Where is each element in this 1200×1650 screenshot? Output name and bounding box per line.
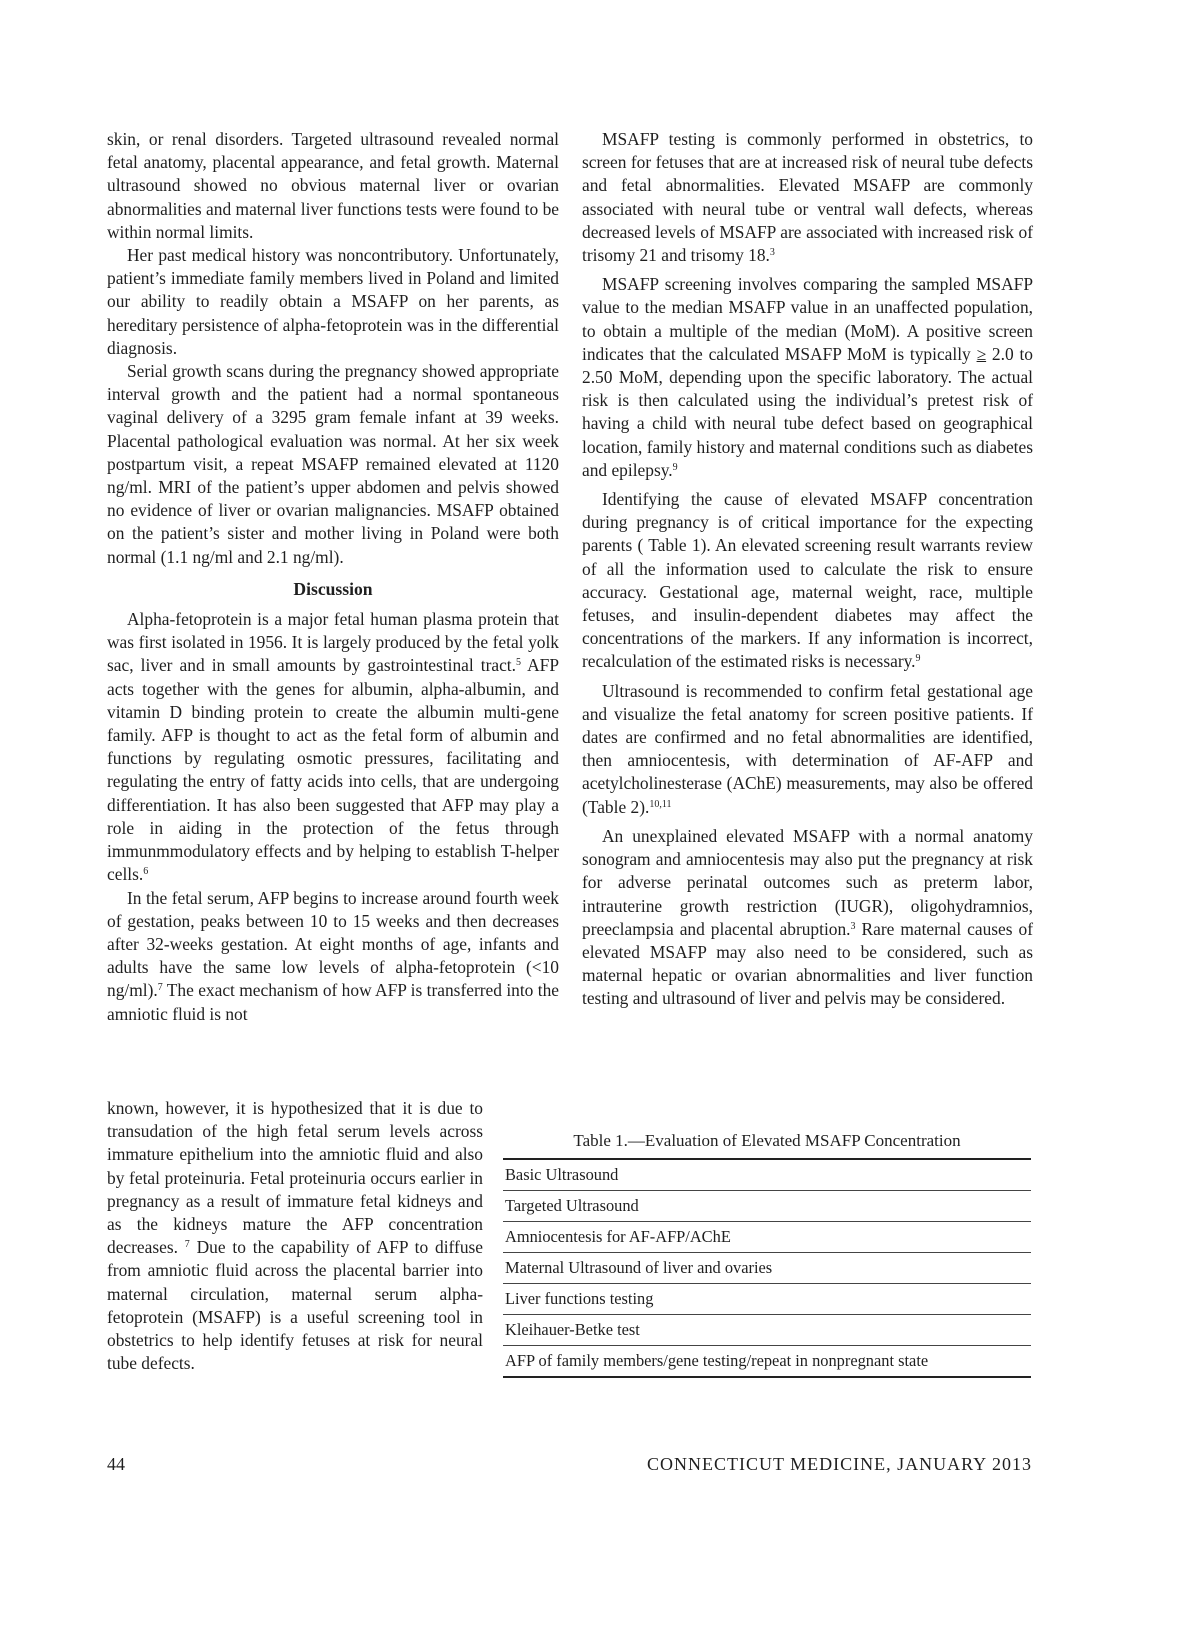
paragraph <box>582 825 1033 1011</box>
geq-symbol: ≥ <box>976 343 987 364</box>
text-run: The exact mechanism of how AFP is transferred into the amniotic fluid is not <box>107 980 559 1024</box>
table-row: Amniocentesis for AF-AFP/AChE <box>503 1222 1031 1253</box>
paragraph <box>582 680 1033 819</box>
text-run: Alpha-fetoprotein is a major fetal human plasma protein that was first isolated in 1956. It is largely produced by the fetal yolk sac, liver and in small amounts by gastrointestinal tract. <box>107 609 559 676</box>
paragraph <box>107 608 559 886</box>
text-run: In the fetal serum, AFP begins to increase around fourth week of gestation, peaks between 10 to 15 weeks and then decreases after 32-weeks gestation. At eight months of age, infants and adults have the same low levels of alpha-fetoprotein (<10 ng/ml). <box>107 887 559 1001</box>
reference-superscript: 6 <box>143 866 149 878</box>
table-row: Maternal Ultrasound of liver and ovaries <box>503 1253 1031 1284</box>
reference-superscript: 9 <box>672 461 678 473</box>
text-run: Rare maternal causes of elevated MSAFP may also need to be considered, such as maternal hepatic or ovarian abnormalities and liver function testing and ultrasound of liver and pelvis may be considered. <box>582 918 1033 1009</box>
table-row: Kleihauer-Betke test <box>503 1315 1031 1346</box>
reference-superscript: 3 <box>769 247 775 259</box>
table-row: Targeted Ultrasound <box>503 1191 1031 1222</box>
table-body <box>503 1158 1031 1378</box>
paragraph: Serial growth scans during the pregnancy showed appropriate interval growth and the patient had a normal spontaneous vaginal delivery of a 3295 gram female infant at 39 weeks. Placental pathological evaluation was normal. At her six week postpartum visit, a repeat MSAFP remained elevated at 1120 ng/ml. MRI of the patient’s upper abdomen and pelvis showed no evidence of liver or ovarian malignancies. MSAFP obtained on the patient’s sister and mother living in Poland were both normal (1.1 ng/ml and 2.1 ng/ml). <box>107 361 559 567</box>
table-row: Basic Ultrasound <box>503 1160 1031 1191</box>
paragraph <box>107 887 559 1026</box>
table-caption: Table 1.—Evaluation of Elevated MSAFP Concentration <box>573 1131 961 1150</box>
paragraph: Her past medical history was noncontributory. Unfortunately, patient’s immediate family members lived in Poland and limited our ability to readily obtain a MSAFP on her parents, as hereditary persistence of alpha-fetoprotein was in the differential diagnosis. <box>107 245 559 358</box>
page-number: 44 <box>107 1454 125 1474</box>
reference-superscript: 7 <box>157 982 163 994</box>
paragraph: skin, or renal disorders. Targeted ultrasound revealed normal fetal anatomy, placental appearance, and fetal growth. Maternal ultrasound showed no obvious maternal liver or ovarian abnormalities and maternal liver functions tests were found to be within normal limits. <box>107 129 559 242</box>
text-run: MSAFP screening involves comparing the sampled MSAFP value to the median MSAFP value in an unaffected population, to obtain a multiple of the median (MoM). A positive screen indicates that the calculated MSAFP MoM is typically <box>582 274 1033 364</box>
journal-footer: CONNECTICUT MEDICINE, JANUARY 2013 <box>647 1454 1032 1474</box>
paragraph <box>582 273 1033 482</box>
wrap-around-text <box>107 1097 483 1375</box>
text-run: Ultrasound is recommended to confirm fetal gestational age and visualize the fetal anatomy for screen positive patients. If dates are confirmed and no fetal abnormalities are identified, then amniocentesis, with determination of AF-AFP and acetylcholinesterase (AChE) measurements, may also be offered (Table 2). <box>582 680 1033 817</box>
section-heading: Discussion <box>293 578 373 599</box>
paragraph <box>107 1097 483 1375</box>
right-column <box>582 128 1033 1011</box>
reference-superscript: 9 <box>915 653 921 665</box>
table-row: Liver functions testing <box>503 1284 1031 1315</box>
table-1 <box>503 1130 1031 1378</box>
text-run: An unexplained elevated MSAFP with a normal anatomy sonogram and amniocentesis may also put the pregnancy at risk for adverse perinatal outcomes such as preterm labor, intrauterine growth restriction (IUGR), oligohydramnios, preeclampsia and placental abruption. <box>582 825 1033 939</box>
table-row: AFP of family members/gene testing/repeat in nonpregnant state <box>503 1346 1031 1378</box>
text-run: Due to the capability of AFP to diffuse from amniotic fluid across the placental barrier into maternal circulation, maternal serum alpha-fetoprotein (MSAFP) is a useful screening tool in obstetrics to help identify fetuses at risk for neural tube defects. <box>107 1237 483 1374</box>
text-run: AFP acts together with the genes for albumin, alpha-albumin, and vitamin D binding protein to create the albumin multi-gene family. AFP is thought to act as the fetal form of albumin and functions by regulating osmotic pressures, facilitating and regulating the entry of fatty acids into cells, that are undergoing differentiation. It has also been suggested that AFP may play a role in aiding in the protection of the fetus through immunmmodulatory effects and by helping to establish T-helper cells. <box>107 655 559 885</box>
reference-superscript: 10,11 <box>649 798 672 810</box>
text-run: 2.0 to 2.50 MoM, depending upon the specific laboratory. The actual risk is then calculated using the individual’s pretest risk of having a child with neural tube defect based on geographical location, family history and maternal conditions such as diabetes and epilepsy. <box>582 343 1033 480</box>
paragraph <box>582 128 1033 267</box>
reference-superscript: 7 <box>184 1239 190 1251</box>
left-column <box>107 128 559 1026</box>
text-run: MSAFP testing is commonly performed in obstetrics, to screen for fetuses that are at increased risk of neural tube defects and fetal abnormalities. Elevated MSAFP are commonly associated with neural tube or ventral wall defects, whereas decreased levels of MSAFP are associated with increased risk of trisomy 21 and trisomy 18. <box>582 129 1033 266</box>
reference-superscript: 3 <box>850 920 856 932</box>
reference-superscript: 5 <box>516 657 521 669</box>
text-run: known, however, it is hypothesized that it is due to transudation of the high fetal serum levels across immature epithelium into the amniotic fluid and also by fetal proteinuria. Fetal proteinuria occurs earlier in pregnancy as a result of immature fetal kidneys and as the kidneys mature the AFP concentration decreases. <box>107 1098 483 1258</box>
paragraph <box>582 488 1033 674</box>
text-run: Identifying the cause of elevated MSAFP concentration during pregnancy is of critical importance for the expecting parents ( Table 1). An elevated screening result warrants review of all the information used to calculate the risk to ensure accuracy. Gestational age, maternal weight, race, multiple fetuses, and insulin-dependent diabetes may affect the concentrations of the markers. If any information is incorrect, recalculation of the estimated risks is necessary. <box>582 489 1033 672</box>
